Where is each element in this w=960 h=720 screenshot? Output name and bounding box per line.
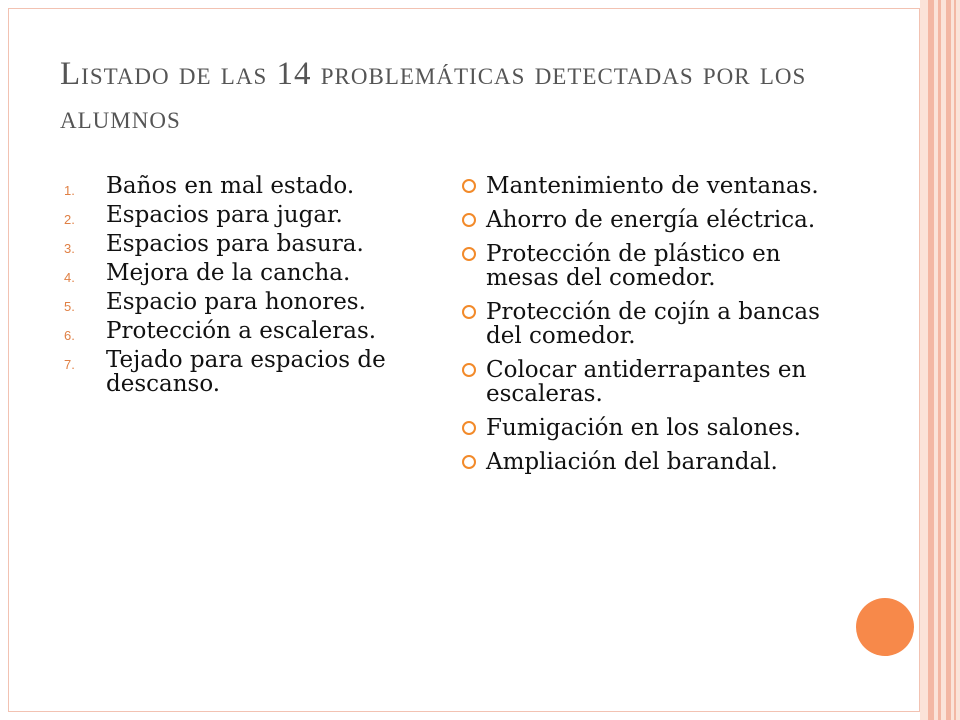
decorative-circle (856, 598, 914, 656)
stripe (928, 0, 934, 720)
item-number: 2. (64, 212, 75, 227)
list-item (64, 319, 434, 343)
item-text: Protección a escaleras. (106, 318, 377, 344)
item-text: Espacios para jugar. (106, 202, 343, 228)
item-number: 3. (64, 241, 75, 256)
list-item (462, 416, 832, 440)
circle-bullet-icon (462, 455, 476, 469)
circle-bullet-icon (462, 179, 476, 193)
decorative-stripes (920, 0, 960, 720)
item-text: Espacio para honores. (106, 289, 366, 315)
item-number: 4. (64, 270, 75, 285)
list-item (64, 261, 434, 285)
list-item (64, 348, 434, 396)
list-item (64, 174, 434, 198)
bullet-list (462, 174, 832, 484)
list-item (64, 203, 434, 227)
list-item (462, 242, 832, 290)
list-item (462, 450, 832, 474)
item-text: Mejora de la cancha. (106, 260, 351, 286)
list-item (64, 232, 434, 256)
list-item (64, 290, 434, 314)
item-number: 1. (64, 183, 75, 198)
item-text: Ampliación del barandal. (486, 449, 778, 475)
circle-bullet-icon (462, 247, 476, 261)
item-text: Protección de cojín a bancas del comedor. (486, 299, 820, 349)
item-text: Baños en mal estado. (106, 173, 355, 199)
item-text: Mantenimiento de ventanas. (486, 173, 819, 199)
stripe (954, 0, 956, 720)
numbered-list (64, 174, 434, 401)
item-number: 6. (64, 328, 75, 343)
stripe (946, 0, 951, 720)
list-item (462, 208, 832, 232)
item-number: 5. (64, 299, 75, 314)
circle-bullet-icon (462, 421, 476, 435)
list-item (462, 358, 832, 406)
item-number: 7. (64, 357, 75, 372)
item-text: Ahorro de energía eléctrica. (486, 207, 816, 233)
item-text: Fumigación en los salones. (486, 415, 801, 441)
list-item (462, 174, 832, 198)
item-text: Protección de plástico en mesas del comedor. (486, 241, 781, 291)
circle-bullet-icon (462, 213, 476, 227)
circle-bullet-icon (462, 305, 476, 319)
slide-title: Listado de las 14 problemáticas detectadas por los alumnos (60, 56, 807, 136)
item-text: Tejado para espacios de descanso. (106, 347, 386, 397)
item-text: Colocar antiderrapantes en escaleras. (486, 357, 807, 407)
item-text: Espacios para basura. (106, 231, 364, 257)
circle-bullet-icon (462, 363, 476, 377)
stripe (938, 0, 941, 720)
list-item (462, 300, 832, 348)
